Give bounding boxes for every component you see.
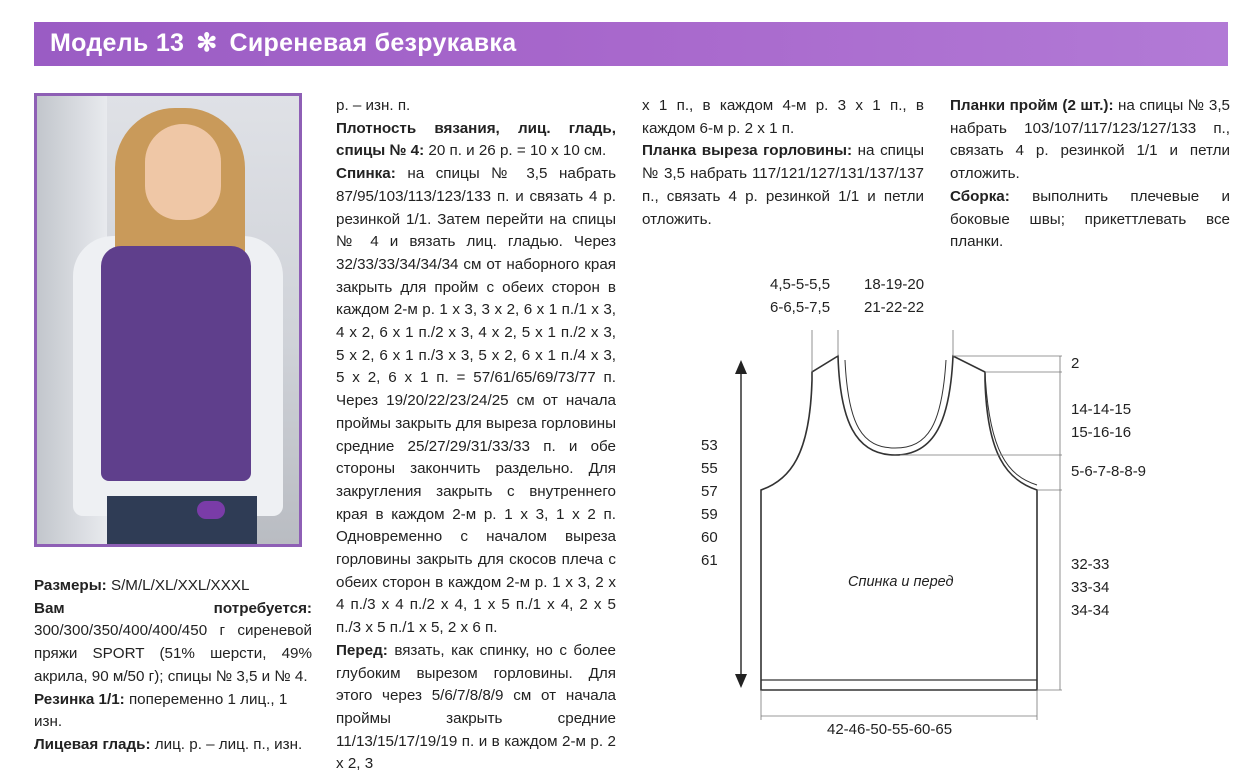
model-title: Сиреневая безрукавка [229, 29, 517, 57]
separator-star-icon: ✻ [196, 29, 218, 57]
continuation-text: р. – изн. п. [336, 97, 411, 114]
armhole-band-right [985, 372, 1037, 485]
front-label: Перед: [336, 641, 388, 659]
stockinette-text: лиц. р. – лиц. п., изн. [154, 735, 303, 753]
page-title [50, 28, 516, 58]
arrow-up-icon [735, 360, 747, 374]
garment-outline [761, 356, 1037, 690]
assembly-paragraph [950, 186, 1230, 254]
sizes-text: S/M/L/XL/XXL/XXXL [110, 577, 250, 594]
assembly-text: выполнить плечевые и боковые швы; прикеттлевать все планки. [950, 187, 1230, 251]
sizes-label: Размеры: [34, 577, 107, 594]
stockinette-label: Лицевая гладь: [34, 735, 151, 753]
column-3 [642, 95, 924, 231]
model-number: Модель 13 [50, 29, 185, 57]
armhole-bands-text: на спицы № 3,5 набрать 103/107/117/123/127/133 п., связать 4 р. резинкой 1/1 и петли отложить. [950, 97, 1230, 183]
armhole-bands-label: Планки пройм (2 шт.): [950, 97, 1114, 114]
shoulder-drop-label: 2 [1071, 355, 1080, 372]
total-length-label: 53 55 57 59 60 61 [701, 437, 718, 569]
side-length-label: 32-33 33-34 34-34 [1071, 556, 1110, 619]
column-2 [336, 95, 616, 776]
materials-text: 300/300/350/400/400/450 г сиреневой пряжи SPORT (51% шерсти, 49% акрила, 90 м/50 г); спицы № 3,5 и № 4. [34, 622, 312, 685]
back-label: Спинка: [336, 165, 396, 183]
shoulder-width-label: 4,5-5-5,5 6-6,5-7,5 [770, 276, 831, 316]
stockinette-paragraph [34, 734, 312, 757]
rib-text: попеременно 1 лиц., 1 изн. [34, 690, 288, 731]
rib-label: Резинка 1/1: [34, 690, 125, 708]
armhole-band-left [761, 372, 812, 490]
continuation-text-2: х 1 п., в каждом 4-м р. 3 х 1 п., в каждом 6-м р. 2 х 1 п. [642, 97, 924, 137]
front-text: вязать, как спинку, но с более глубоким вырезом горловины. Для этого через 5/6/7/8/8/9 см от начала проймы закрыть средние 11/13/15/17/19/19 п. и в каждом 2-м р. 2 х 2, 3 [336, 641, 616, 773]
neckband-paragraph [642, 140, 924, 231]
front-paragraph [336, 640, 616, 776]
materials-paragraph [34, 598, 312, 689]
materials-label: Вам потребуется: [34, 599, 312, 617]
title-banner [34, 22, 1228, 66]
neckband-text: на спицы № 3,5 набрать 117/121/127/131/137/137 п., связать 4 р. резинкой 1/1 и петли отложить. [642, 142, 924, 228]
piece-name-label: Спинка и перед [848, 574, 954, 590]
neck-width-label: 18-19-20 21-22-22 [864, 276, 925, 316]
gauge-text: 20 п. и 26 р. = 10 х 10 см. [428, 142, 607, 160]
armhole-bands-paragraph [950, 95, 1230, 186]
back-text: на спицы № 3,5 набрать 87/95/103/113/123/133 п. и связать 4 р. резинкой 1/1. Затем перейти на спицы № 4 и вязать лиц. гладью. Через 32/33/33/34/34/34 см от наборного края закрыть для пройм с обеих сторон в каждом 2-м р. 1 х 3, 3 х 2, 6 х 1 п./1 х 3, 4 х 2, 6 х 1 п./2 х 3, 4 х 2, 5 х 1 п./2 х 3, 5 х 2, 6 х 1 п./3 х 3, 5 х 2, 6 х 1 п./4 х 3, 5 х 2, 6 х 1 п. = 57/61/65/69/73/77 п. Через 19/20/22/23/24/25 см от начала проймы закрыть для выреза горловины средние 25/27/29/31/33/33 п. и обе стороны закончить раздельно. Для закругления закрыть с внутреннего края в каждом 2-м р. 1 х 3, 1 х 2 п. Одновременно с началом выреза горловины закрыть для скосов плеча с обеих сторон в каждом 2-м р. 1 х 3, 2 х 4 п./3 х 4 п./2 х 4, 1 х 5 п./1 х 4, 2 х 5 п./3 х 5 п./1 х 5, 2 х 6 п. [336, 165, 616, 637]
column-1 [34, 575, 312, 757]
photo-lilac-vest [101, 246, 251, 481]
sizes-paragraph [34, 575, 312, 598]
column-4 [950, 95, 1230, 254]
photo-jeans [107, 496, 257, 547]
rib-paragraph [34, 689, 312, 734]
photo-bracelet [197, 501, 225, 519]
assembly-label: Сборка: [950, 187, 1010, 205]
back-paragraph [336, 163, 616, 640]
bottom-width-label: 42-46-50-55-60-65 [827, 721, 953, 738]
gauge-label: Плотность вязания, лиц. гладь, спицы № 4: [336, 119, 616, 160]
arrow-down-icon [735, 674, 747, 688]
armhole-depth-label: 14-14-15 15-16-16 [1071, 401, 1132, 441]
neckband-label: Планка выреза горловины: [642, 142, 853, 160]
photo-face [145, 124, 221, 220]
neckline-band [845, 360, 946, 448]
gauge-paragraph [336, 118, 616, 163]
neck-depth-label: 5-6-7-8-8-9 [1071, 463, 1147, 480]
model-photo [34, 93, 302, 547]
